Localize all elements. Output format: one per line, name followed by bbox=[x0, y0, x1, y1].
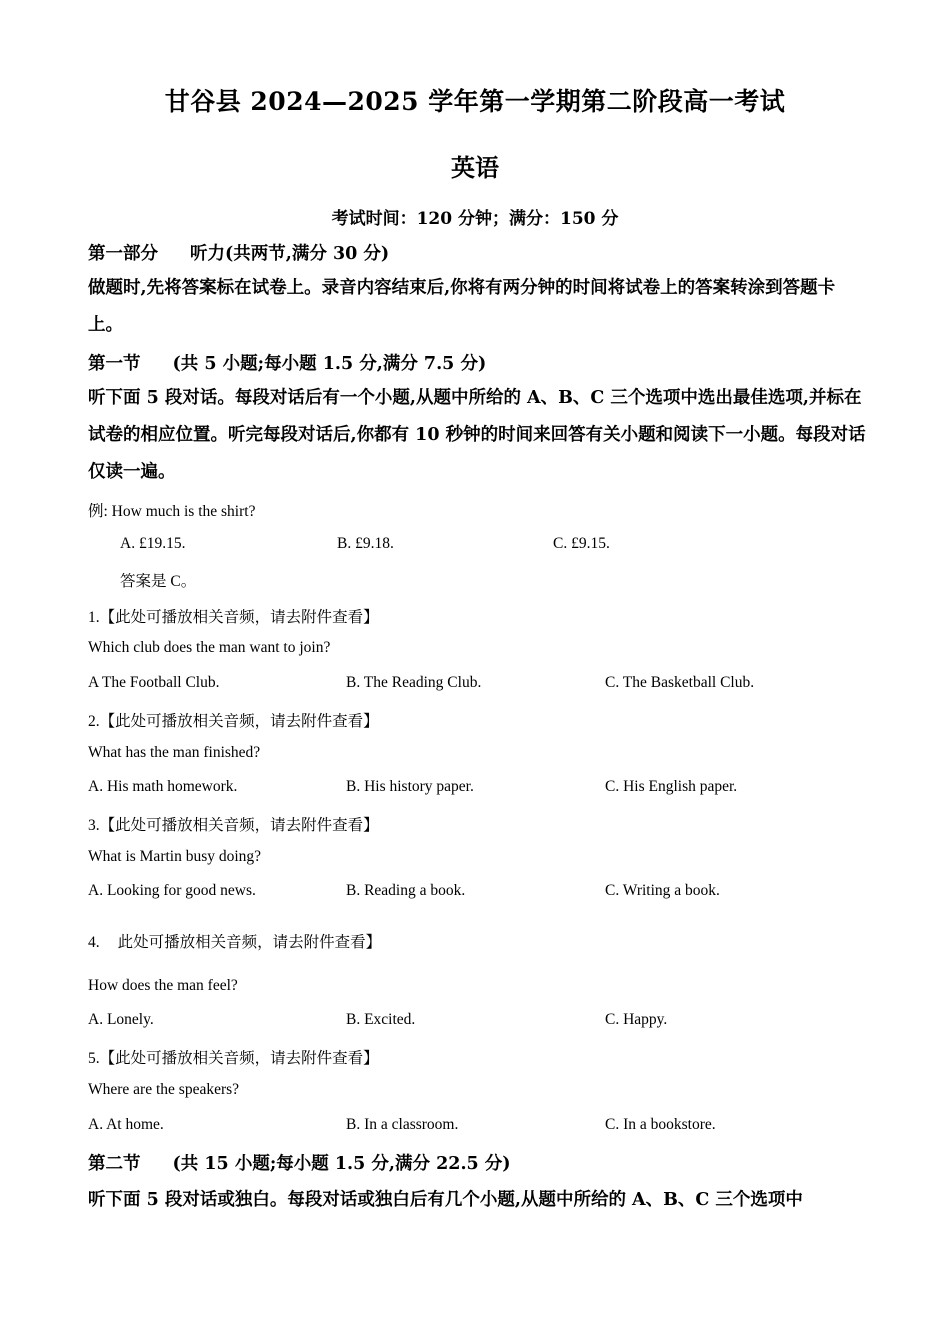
question-4-text: How does the man feel? bbox=[88, 977, 238, 994]
question-3-audio-row bbox=[88, 813, 379, 835]
question-1-audio-row bbox=[88, 605, 379, 627]
question-3-option-c: C. Writing a book. bbox=[605, 882, 720, 899]
part1-heading bbox=[88, 240, 389, 265]
example-option-b: B. £9.18. bbox=[337, 535, 394, 552]
question-2-option-b: B. His history paper. bbox=[346, 778, 474, 795]
question-5-option-c: C. In a bookstore. bbox=[605, 1116, 716, 1133]
example-answer: 答案是 C。 bbox=[120, 573, 197, 590]
part1-heading-label: 第一部分 bbox=[88, 244, 158, 264]
question-4-audio-row bbox=[88, 930, 381, 952]
question-number: 3. bbox=[88, 817, 100, 834]
question-3-option-b: B. Reading a book. bbox=[346, 882, 466, 899]
question-number: 4. bbox=[88, 934, 100, 951]
question-4-option-b: B. Excited. bbox=[346, 1011, 416, 1028]
question-2-option-a: A. His math homework. bbox=[88, 778, 238, 795]
question-4-option-a: A. Lonely. bbox=[88, 1011, 154, 1028]
section2-instruction: 听下面 5 段对话或独白。每段对话或独白后有几个小题,从题中所给的 A、B、C 三个选项中 bbox=[88, 1190, 803, 1210]
question-1-option-c: C. The Basketball Club. bbox=[605, 674, 755, 691]
section2-heading bbox=[88, 1150, 511, 1175]
example-question: 例: How much is the shirt? bbox=[88, 503, 256, 520]
section2-heading-detail: (共 15 小题;每小题 1.5 分,满分 22.5 分) bbox=[172, 1154, 511, 1174]
question-2-option-c: C. His English paper. bbox=[605, 778, 738, 795]
section1-heading bbox=[88, 350, 486, 375]
question-5-option-a: A. At home. bbox=[88, 1116, 164, 1133]
audio-note: 【此处可播放相关音频，请去附件查看】 bbox=[99, 609, 379, 626]
question-1-option-a: A The Football Club. bbox=[88, 674, 220, 691]
part1-instruction: 做题时,先将答案标在试卷上。录音内容结束后,你将有两分钟的时间将试卷上的答案转涂到答题卡上。 bbox=[88, 278, 836, 335]
question-3-option-a: A. Looking for good news. bbox=[88, 882, 256, 899]
question-5-option-b: B. In a classroom. bbox=[346, 1116, 459, 1133]
question-3-text: What is Martin busy doing? bbox=[88, 848, 262, 865]
example-option-c: C. £9.15. bbox=[553, 535, 610, 552]
audio-note: 【此处可播放相关音频，请去附件查看】 bbox=[99, 713, 379, 730]
question-number: 5. bbox=[88, 1050, 100, 1067]
question-5-text: Where are the speakers? bbox=[88, 1081, 240, 1098]
audio-note: 【此处可播放相关音频，请去附件查看】 bbox=[99, 817, 379, 834]
exam-title: 甘谷县 2024—2025 学年第一学期第二阶段高一考试 bbox=[164, 87, 786, 116]
section2-heading-label: 第二节 bbox=[88, 1154, 141, 1174]
audio-note: 此处可播放相关音频，请去附件查看】 bbox=[117, 934, 382, 951]
question-number: 1. bbox=[88, 609, 100, 626]
audio-note: 【此处可播放相关音频，请去附件查看】 bbox=[99, 1050, 379, 1067]
question-number: 2. bbox=[88, 713, 100, 730]
section1-heading-detail: (共 5 小题;每小题 1.5 分,满分 7.5 分) bbox=[172, 354, 487, 374]
example-option-a: A. £19.15. bbox=[120, 535, 186, 552]
question-2-text: What has the man finished? bbox=[88, 744, 261, 761]
section1-heading-label: 第一节 bbox=[88, 354, 141, 374]
question-2-audio-row bbox=[88, 709, 379, 731]
part1-heading-detail: 听力(共两节,满分 30 分) bbox=[190, 244, 390, 264]
question-1-text: Which club does the man want to join? bbox=[88, 639, 331, 656]
section1-instruction: 听下面 5 段对话。每段对话后有一个小题,从题中所给的 A、B、C 三个选项中选出最佳选项,并标在试卷的相应位置。听完每段对话后,你都有 10 秒钟的时间来回答有关小题和阅读下一小题。每段对话仅读一遍。 bbox=[88, 388, 866, 482]
exam-info: 考试时间：120 分钟；满分：150 分 bbox=[331, 209, 619, 229]
subject-title: 英语 bbox=[451, 153, 499, 182]
question-4-option-c: C. Happy. bbox=[605, 1011, 668, 1028]
question-1-option-b: B. The Reading Club. bbox=[346, 674, 482, 691]
question-5-audio-row bbox=[88, 1046, 379, 1068]
